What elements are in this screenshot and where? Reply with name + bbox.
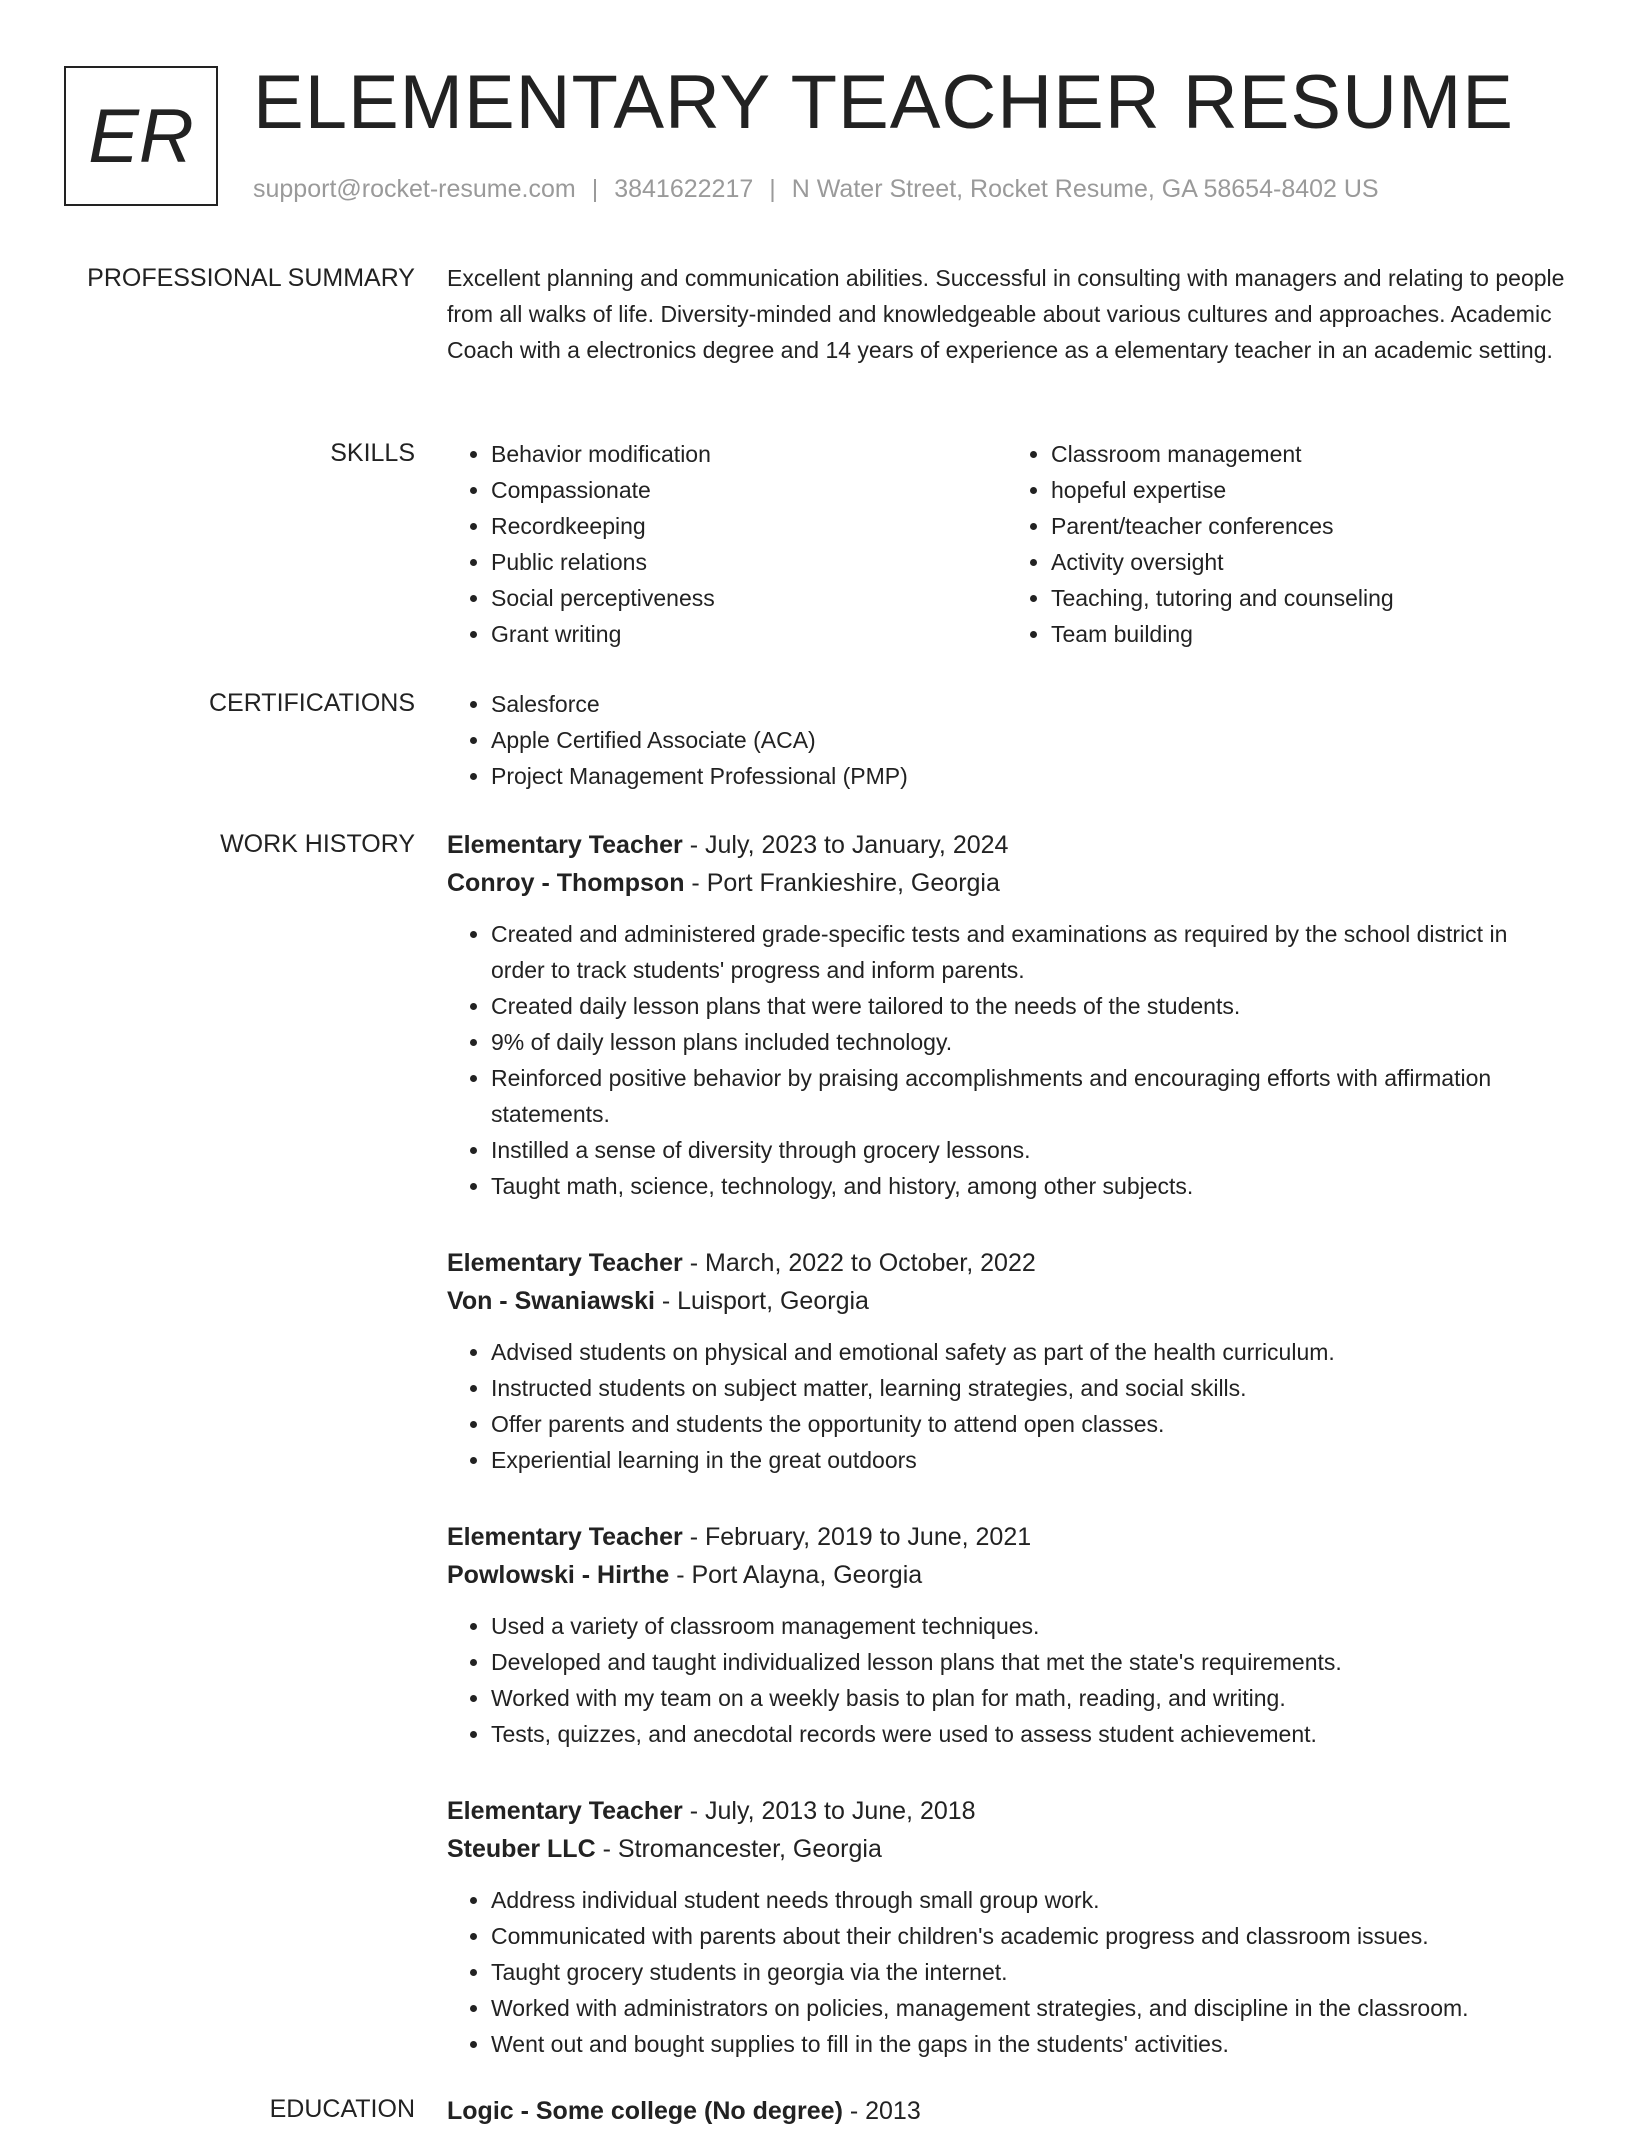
skill-item: • Public relations bbox=[491, 544, 1007, 580]
job-bullet: • Offer parents and students the opportunity to attend open classes. bbox=[491, 1406, 1567, 1442]
job-entry bbox=[447, 1244, 1567, 1478]
skills-columns bbox=[447, 436, 1567, 652]
job-title-line bbox=[447, 826, 1567, 864]
skill-item: • hopeful expertise bbox=[1051, 472, 1567, 508]
job-entry bbox=[447, 1792, 1567, 2062]
job-title-line bbox=[447, 1518, 1567, 1556]
skills-label: SKILLS bbox=[330, 439, 415, 467]
work-history-label: WORK HISTORY bbox=[220, 830, 415, 858]
job-company-line bbox=[447, 1282, 1567, 1320]
skill-item: • Compassionate bbox=[491, 472, 1007, 508]
education-school: Logic - Some college (No degree) bbox=[447, 2097, 843, 2125]
job-bullet: • Tests, quizzes, and anecdotal records were used to assess student achievement. bbox=[491, 1716, 1567, 1752]
job-location: - Luisport, Georgia bbox=[654, 1287, 869, 1315]
job-bullet: • Reinforced positive behavior by praising accomplishments and encouraging efforts with affirmation statements. bbox=[491, 1060, 1567, 1132]
job-location: - Port Alayna, Georgia bbox=[669, 1561, 923, 1589]
job-bullet: • Created and administered grade-specific tests and examinations as required by the school district in order to track students' progress and inform parents. bbox=[491, 916, 1567, 988]
skill-item: • Recordkeeping bbox=[491, 508, 1007, 544]
skill-item: • Activity oversight bbox=[1051, 544, 1567, 580]
job-title: Elementary Teacher bbox=[447, 1797, 683, 1825]
certifications-label: CERTIFICATIONS bbox=[208, 689, 415, 717]
monogram-logo: ER bbox=[64, 66, 218, 206]
job-entry bbox=[447, 1518, 1567, 1752]
skill-item: • Grant writing bbox=[491, 616, 1007, 652]
job-bullets bbox=[447, 1334, 1567, 1478]
job-location: - Stromancester, Georgia bbox=[595, 1835, 882, 1863]
job-bullet: • Taught grocery students in georgia via the internet. bbox=[491, 1954, 1567, 1990]
work-history-content bbox=[447, 826, 1567, 2102]
job-bullet: • Advised students on physical and emotional safety as part of the health curriculum. bbox=[491, 1334, 1567, 1370]
skills-list-left bbox=[447, 436, 1007, 652]
education-line bbox=[447, 2092, 1567, 2130]
certifications-list bbox=[447, 686, 1567, 794]
job-bullet: • Experiential learning in the great outdoors bbox=[491, 1442, 1567, 1478]
education-label: EDUCATION bbox=[269, 2095, 415, 2123]
job-bullet: • Created daily lesson plans that were tailored to the needs of the students. bbox=[491, 988, 1567, 1024]
job-company: Conroy - Thompson bbox=[447, 869, 685, 897]
certification-item: • Apple Certified Associate (ACA) bbox=[491, 722, 1567, 758]
job-bullet: • Developed and taught individualized lesson plans that met the state's requirements. bbox=[491, 1644, 1567, 1680]
skills-list-right bbox=[1007, 436, 1567, 652]
job-bullet: • Used a variety of classroom management techniques. bbox=[491, 1608, 1567, 1644]
job-bullet: • Address individual student needs through small group work. bbox=[491, 1882, 1567, 1918]
job-title: Elementary Teacher bbox=[447, 831, 683, 859]
job-dates: - July, 2023 to January, 2024 bbox=[682, 831, 1009, 859]
job-location: - Port Frankieshire, Georgia bbox=[684, 869, 1000, 897]
certification-item: • Project Management Professional (PMP) bbox=[491, 758, 1567, 794]
job-title: Elementary Teacher bbox=[447, 1523, 683, 1551]
certification-item: • Salesforce bbox=[491, 686, 1567, 722]
job-company: Von - Swaniawski bbox=[447, 1287, 655, 1315]
job-bullet: • Worked with administrators on policies, management strategies, and discipline in the classroom. bbox=[491, 1990, 1567, 2026]
job-bullet: • Communicated with parents about their children's academic progress and classroom issues. bbox=[491, 1918, 1567, 1954]
job-bullets bbox=[447, 916, 1567, 1204]
job-bullets bbox=[447, 1882, 1567, 2062]
skill-item: • Team building bbox=[1051, 616, 1567, 652]
summary-text: Excellent planning and communication abilities. Successful in consulting with managers and relating to people from all walks of life. Diversity-minded and knowledgeable about various cultures and approaches. Academic Coach with a electronics degree and 14 years of experience as a elementary teacher in an academic setting. bbox=[447, 265, 1565, 363]
contact-separator: | bbox=[769, 175, 776, 203]
contact-address: N Water Street, Rocket Resume, GA 58654-8402 US bbox=[791, 175, 1379, 203]
job-title-line bbox=[447, 1792, 1567, 1830]
job-company: Steuber LLC bbox=[447, 1835, 596, 1863]
contact-email: support@rocket-resume.com bbox=[253, 175, 576, 203]
job-dates: - July, 2013 to June, 2018 bbox=[682, 1797, 976, 1825]
summary-label: PROFESSIONAL SUMMARY bbox=[87, 264, 415, 292]
education-year: - 2013 bbox=[842, 2097, 921, 2125]
contact-line bbox=[253, 175, 1379, 204]
job-title-line bbox=[447, 1244, 1567, 1282]
skill-item: • Parent/teacher conferences bbox=[1051, 508, 1567, 544]
job-bullet: • Taught math, science, technology, and history, among other subjects. bbox=[491, 1168, 1567, 1204]
contact-separator: | bbox=[591, 175, 599, 203]
skill-item: • Social perceptiveness bbox=[491, 580, 1007, 616]
job-company-line bbox=[447, 864, 1567, 902]
job-bullet: • Instilled a sense of diversity through grocery lessons. bbox=[491, 1132, 1567, 1168]
job-bullet: • Instructed students on subject matter, learning strategies, and social skills. bbox=[491, 1370, 1567, 1406]
certifications-content bbox=[447, 686, 1567, 794]
skill-item: • Behavior modification bbox=[491, 436, 1007, 472]
job-dates: - March, 2022 to October, 2022 bbox=[682, 1249, 1036, 1277]
resume-title: ELEMENTARY TEACHER RESUME bbox=[253, 60, 1515, 145]
job-entry bbox=[447, 826, 1567, 1204]
job-bullet: • Worked with my team on a weekly basis to plan for math, reading, and writing. bbox=[491, 1680, 1567, 1716]
skill-item: • Teaching, tutoring and counseling bbox=[1051, 580, 1567, 616]
skill-item: • Classroom management bbox=[1051, 436, 1567, 472]
job-title: Elementary Teacher bbox=[447, 1249, 683, 1277]
job-bullet: • 9% of daily lesson plans included technology. bbox=[491, 1024, 1567, 1060]
contact-phone: 3841622217 bbox=[614, 175, 754, 203]
job-company: Powlowski - Hirthe bbox=[447, 1561, 670, 1589]
job-company-line bbox=[447, 1556, 1567, 1594]
job-bullets bbox=[447, 1608, 1567, 1752]
job-dates: - February, 2019 to June, 2021 bbox=[682, 1523, 1032, 1551]
job-company-line bbox=[447, 1830, 1567, 1868]
job-bullet: • Went out and bought supplies to fill in the gaps in the students' activities. bbox=[491, 2026, 1567, 2062]
